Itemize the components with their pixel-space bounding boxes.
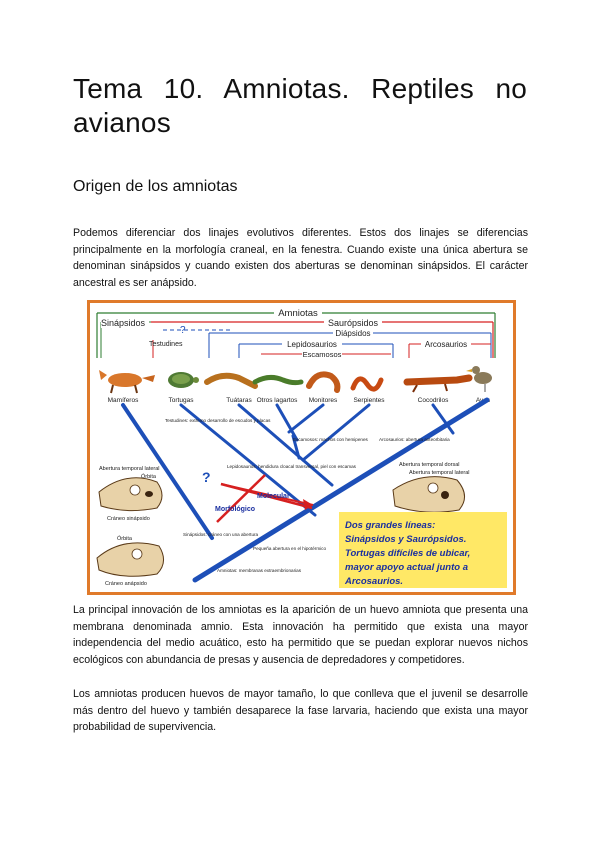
paragraph-linajes: Podemos diferenciar dos linajes evolutivos diferentes. Estos dos linajes se diferencias principalmente en la morfología craneal, en la fenestra. Cuando existe una única abertura se denominan sinápsidos y cuando existen dos aberturas se denominan sinápsidos. El carácter ancestral es ser anápsido. bbox=[73, 227, 528, 289]
phylogeny-figure bbox=[87, 300, 516, 595]
annotation: Sinápsidos: cráneo con una abertura bbox=[183, 532, 259, 537]
node-question: ? bbox=[202, 469, 211, 485]
label-sauropsidos: Saurópsidos bbox=[327, 318, 379, 328]
label-lepidosaurios: Lepidosaurios bbox=[287, 340, 337, 349]
phylogeny-diagram bbox=[87, 300, 516, 595]
note-line: Tortugas difíciles de ubicar, bbox=[345, 548, 471, 559]
taxon-label: Tortugas bbox=[168, 397, 194, 404]
taxon-label: Aves bbox=[475, 397, 491, 404]
note-line: Arcosaurios. bbox=[345, 576, 404, 587]
label-sinapsidos: Sinápsidos bbox=[100, 318, 146, 328]
skull-label: Órbita bbox=[117, 536, 132, 542]
note-line: Dos grandes líneas: bbox=[345, 520, 436, 531]
skull-label: Cráneo sinápsido bbox=[107, 516, 150, 522]
skull-label: Abertura temporal lateral bbox=[99, 466, 160, 472]
label-testudines: Testudines bbox=[149, 341, 183, 348]
skull-label: Abertura temporal dorsal bbox=[399, 462, 460, 468]
note-line: Sinápsidos y Saurópsidos. bbox=[345, 534, 467, 545]
skull-label: Abertura temporal lateral bbox=[409, 470, 470, 476]
label-amniotas: Amniotas bbox=[278, 308, 318, 319]
label-morfologico: Morfológico bbox=[215, 506, 256, 513]
taxon-label: Cocodrilos bbox=[417, 397, 449, 404]
taxon-label: Mamíferos bbox=[107, 397, 139, 404]
label-arcosaurios: Arcosaurios bbox=[424, 340, 468, 349]
annotation: Amniotas: membranas extraembrionarias bbox=[217, 568, 301, 573]
label-diapsidos: Diápsidos bbox=[335, 329, 371, 338]
skull-label: Órbita bbox=[141, 474, 156, 480]
taxon-label: Monitores bbox=[308, 397, 338, 404]
annotation: Arcosaurios: abertura anteorbitaria bbox=[379, 437, 450, 442]
title-line-1: Tema 10. Amniotas. Reptiles no bbox=[73, 73, 527, 104]
taxon-label: Otros lagartos bbox=[256, 397, 298, 404]
taxon-label: Tuátaras bbox=[226, 397, 252, 404]
label-question: ? bbox=[180, 325, 186, 336]
title-line-2: avianos bbox=[73, 107, 171, 138]
annotation: Lepidosaurios: hendidura cloacal transversal, piel con escamas bbox=[227, 464, 356, 469]
annotation: Pequeña abertura en el hipotérmico bbox=[253, 546, 327, 551]
annotation: Testudines: extremo desarrollo de escudos y placas bbox=[165, 418, 271, 423]
taxon-label: Serpientes bbox=[353, 397, 385, 404]
skull-label: Cráneo anápsido bbox=[105, 581, 147, 587]
page-title bbox=[73, 72, 527, 140]
paragraph-huevos: Los amniotas producen huevos de mayor tamaño, lo que conlleva que el juvenil se desarrolle más dentro del huevo y también desaparece la fase larvaria, haciendo que exista una mayor probabilidad de supervivencia. bbox=[73, 688, 528, 734]
label-escamosos: Escamosos bbox=[302, 350, 342, 359]
annotation: Escamosos: machos con hemipenes bbox=[293, 437, 368, 442]
paragraph-innovacion: La principal innovación de los amniotas es la aparición de un huevo amniota que presenta una membrana denominada amnio. Esta innovación ha permitido que exista una mayor independencia del medio acuático, esto ha permitido que se puedan explorar nuevos nichos ecológicos con abundancia de presas y ausencia de depredadores y competidores. bbox=[73, 604, 528, 666]
note-line: mayor apoyo actual junto a bbox=[345, 562, 468, 573]
section-heading: Origen de los amniotas bbox=[73, 178, 238, 195]
label-molecular: Molecular bbox=[257, 493, 290, 500]
